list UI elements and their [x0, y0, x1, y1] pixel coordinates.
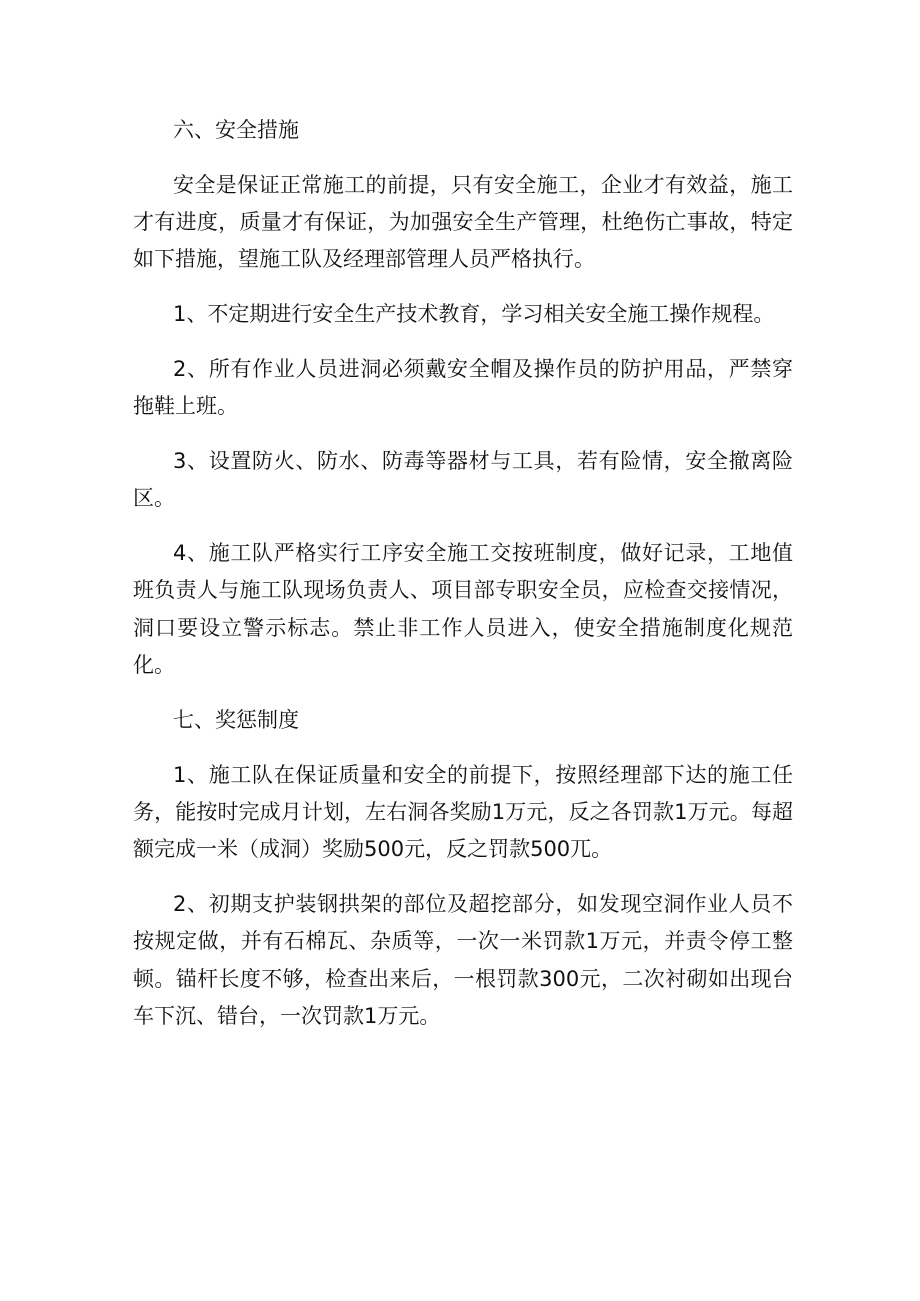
section-heading-safety: 六、安全措施: [173, 118, 299, 142]
list-item-safety-3: 3、设置防火、防水、防毒等器材与工具，若有险情，安全撤离险区。: [133, 449, 793, 511]
paragraph-safety-intro: 安全是保证正常施工的前提，只有安全施工，企业才有效益，施工才有进度，质量才有保证，为加强安全生产管理，杜绝伤亡事故，特定如下措施，望施工队及经理部管理人员严格执行。: [133, 172, 793, 272]
list-item-safety-1: 1、不定期进行安全生产技术教育，学习相关安全施工操作规程。: [173, 302, 775, 327]
list-item-safety-4: 4、施工队严格实行工序安全施工交按班制度，做好记录，工地值班负责人与施工队现场负责人、项目部专职安全员，应检查交接情况，洞口要设立警示标志。禁止非工作人员进入，使安全措施制度化规范化。: [133, 541, 793, 678]
list-item-safety-2: 2、所有作业人员进洞必须戴安全帽及操作员的防护用品，严禁穿拖鞋上班。: [133, 356, 793, 419]
list-item-rewards-1: 1、施工队在保证质量和安全的前提下，按照经理部下达的施工任务，能按时完成月计划，左右洞各奖励1万元，反之各罚款1万元。每超额完成一米（成洞）奖励500元，反之罚款500兀。: [133, 762, 793, 862]
document-page: [133, 112, 793, 1053]
section-heading-rewards: 七、奖惩制度: [173, 707, 299, 732]
list-item-rewards-2: 2、初期支护装钢拱架的部位及超挖部分，如发现空洞作业人员不按规定做，并有石棉瓦、杂质等，一次一米罚款1万元，并责令停工整顿。锚杆长度不够，检查出来后，一根罚款300元，二次衬砌如出现台车下沉、错台，一次罚款1万元。: [133, 892, 793, 1028]
